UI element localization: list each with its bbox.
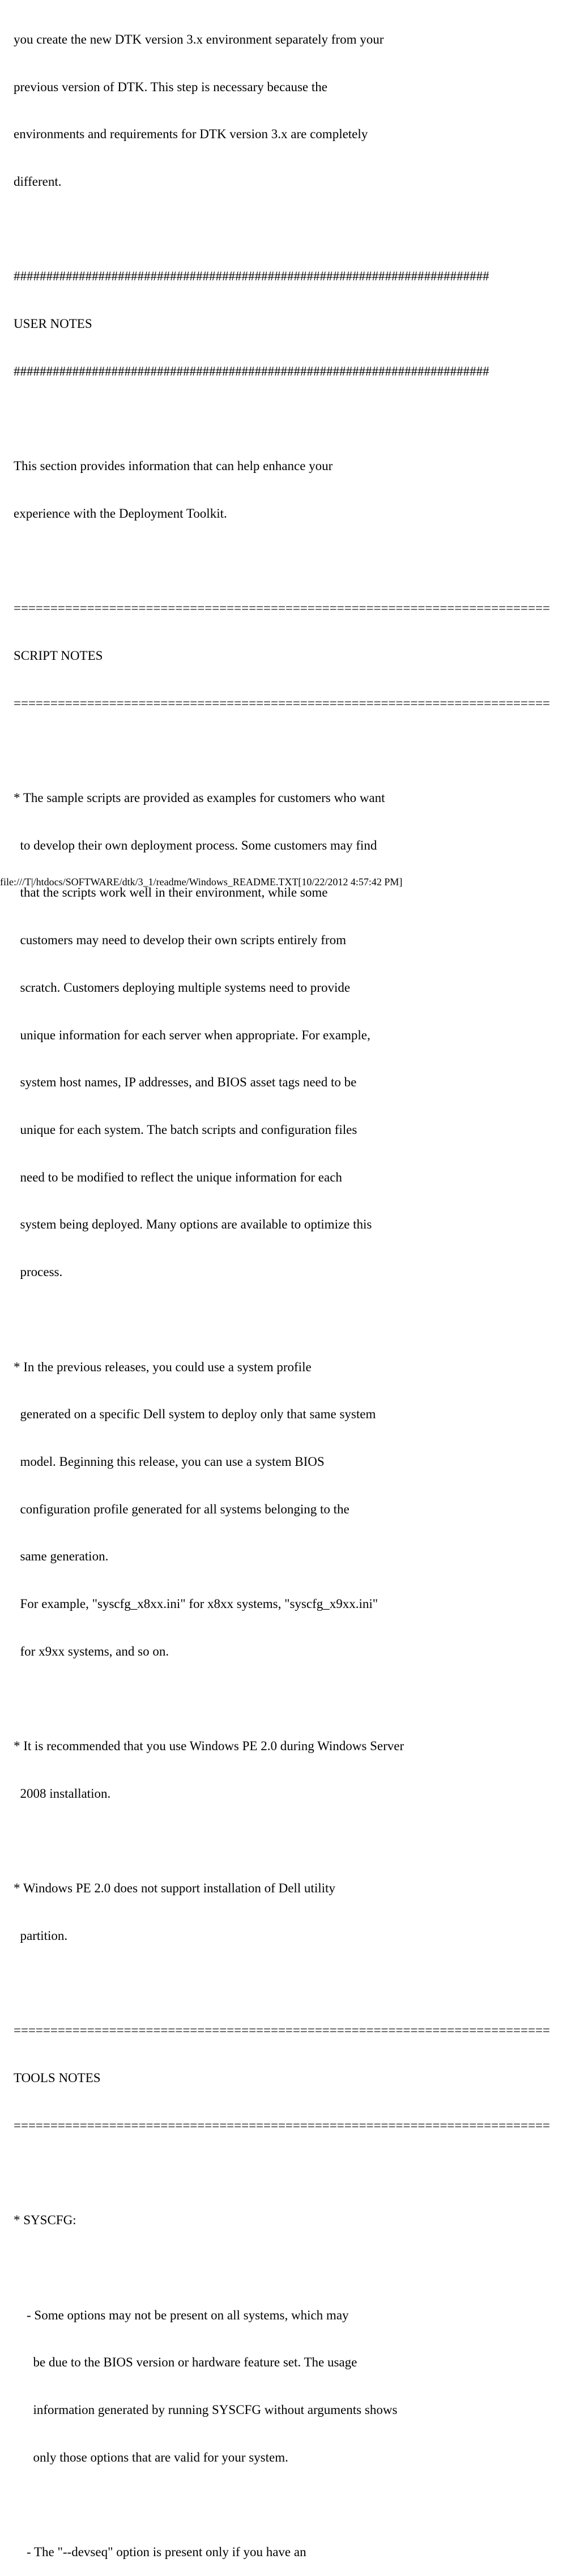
bullet-continuation: to develop their own deployment process. Some customers may find [14, 838, 377, 852]
section-rule: ######################################################################### [14, 269, 489, 284]
blank-line [14, 553, 571, 569]
bullet-line: * The sample scripts are provided as examples for customers who want [14, 791, 385, 805]
blank-line [14, 2165, 571, 2181]
section-heading-user-notes: USER NOTES [14, 317, 92, 331]
blank-line [14, 411, 571, 427]
subsection-rule: ========================================================================= [14, 2023, 550, 2038]
bullet-continuation: customers may need to develop their own scripts entirely from [14, 933, 346, 948]
subsection-rule: ========================================================================= [14, 601, 550, 616]
bullet-continuation: that the scripts work well in their environment, while some [14, 885, 328, 900]
bullet-continuation: unique for each system. The batch scripts and configuration files [14, 1122, 357, 1137]
bullet-line: * SYSCFG: [14, 2213, 76, 2228]
bullet-line: * In the previous releases, you could use a system profile [14, 1359, 312, 1374]
sub-bullet-line: - Some options may not be present on all systems, which may [14, 2308, 349, 2322]
bullet-continuation: unique information for each server when appropriate. For example, [14, 1027, 370, 1042]
sub-bullet-continuation: only those options that are valid for your system. [14, 2450, 288, 2464]
bullet-line: * Windows PE 2.0 does not support installation of Dell utility [14, 1881, 335, 1896]
bullet-continuation: for x9xx systems, and so on. [14, 1644, 169, 1658]
text-line: you create the new DTK version 3.x environment separately from your [14, 32, 384, 46]
bullet-continuation: same generation. [14, 1549, 109, 1564]
text-line: different. [14, 174, 62, 189]
blank-line [14, 1976, 571, 1991]
blank-line [14, 221, 571, 237]
print-footer-file-path: file:///T|/htdocs/SOFTWARE/dtk/3_1/readme/Windows_README.TXT[10/22/2012 4:57:42 PM] [0, 876, 403, 888]
bullet-continuation: partition. [14, 1928, 68, 1943]
bullet-continuation: configuration profile generated for all systems belonging to the [14, 1502, 350, 1516]
bullet-continuation: need to be modified to reflect the unique information for each [14, 1170, 342, 1184]
blank-line [14, 2497, 571, 2513]
subsection-heading-script-notes: SCRIPT NOTES [14, 648, 103, 663]
text-line: experience with the Deployment Toolkit. [14, 506, 227, 521]
bullet-continuation: process. [14, 1265, 63, 1280]
subsection-rule: ========================================================================= [14, 696, 550, 710]
blank-line [14, 2260, 571, 2276]
blank-line [14, 743, 571, 758]
blank-line [14, 1312, 571, 1328]
subsection-heading-tools-notes: TOOLS NOTES [14, 2071, 101, 2085]
bullet-line: * It is recommended that you use Windows PE 2.0 during Windows Server [14, 1739, 404, 1754]
text-line: environments and requirements for DTK version 3.x are completely [14, 127, 368, 142]
bullet-continuation: system being deployed. Many options are available to optimize this [14, 1217, 372, 1232]
text-line: previous version of DTK. This step is necessary because the [14, 79, 327, 94]
subsection-rule: ========================================================================= [14, 2118, 550, 2133]
sub-bullet-line: - The "--devseq" option is present only if you have an [14, 2545, 306, 2560]
text-line: This section provides information that can help enhance your [14, 459, 333, 474]
blank-line [14, 1833, 571, 1849]
blank-line [14, 1691, 571, 1707]
sub-bullet-continuation: be due to the BIOS version or hardware feature set. The usage [14, 2355, 357, 2370]
sub-bullet-continuation: information generated by running SYSCFG without arguments shows [14, 2402, 398, 2417]
readme-text-body [14, 0, 571, 2576]
bullet-continuation: model. Beginning this release, you can use a system BIOS [14, 1454, 325, 1469]
bullet-continuation: scratch. Customers deploying multiple systems need to provide [14, 980, 351, 995]
section-rule: ######################################################################### [14, 364, 489, 378]
bullet-continuation: system host names, IP addresses, and BIOS asset tags need to be [14, 1075, 357, 1090]
bullet-continuation: For example, "syscfg_x8xx.ini" for x8xx systems, "syscfg_x9xx.ini" [14, 1597, 378, 1611]
bullet-continuation: generated on a specific Dell system to deploy only that same system [14, 1407, 376, 1422]
bullet-continuation: 2008 installation. [14, 1786, 111, 1801]
